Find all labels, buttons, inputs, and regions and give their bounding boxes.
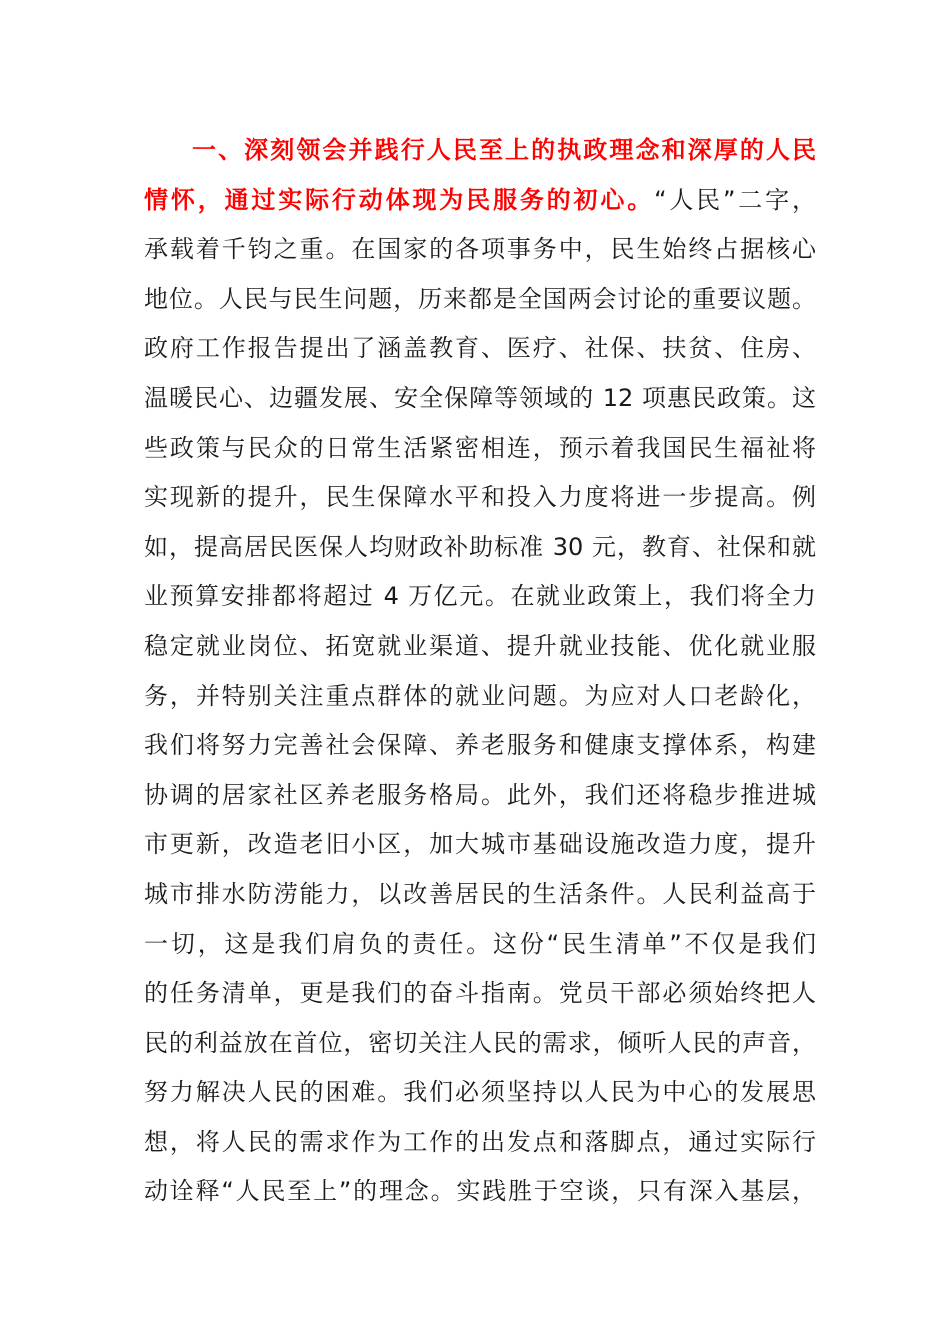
paragraph-line (144, 572, 816, 622)
line-text: 想，将人民的需求作为工作的出发点和落脚点，通过实际行 (144, 1127, 816, 1156)
paragraph-line (144, 672, 816, 722)
line-text: 实现新的提升，民生保障水平和投入力度将进一步提高。例 (144, 483, 816, 512)
line-text: 如，提高居民医保人均财政补助标准 30 元，教育、社保和就 (144, 532, 816, 561)
section-heading: 情怀，通过实际行动体现为民服务的初心。 (144, 185, 655, 214)
line-text: 承载着千钧之重。在国家的各项事务中，民生始终占据核心 (144, 235, 816, 264)
paragraph-line (144, 1167, 816, 1217)
line-text: 动诠释“人民至上”的理念。实践胜于空谈，只有深入基层， (144, 1177, 816, 1206)
paragraph-line (144, 523, 816, 573)
paragraph-line (144, 1068, 816, 1118)
section-heading: 一、深刻领会并践行人民至上的执政理念和深厚的人民 (192, 136, 816, 164)
paragraph-line (144, 225, 816, 275)
paragraph-line (144, 275, 816, 325)
body-paragraph (144, 126, 816, 1217)
line-text: “人民”二字， (654, 185, 816, 214)
paragraph-line (144, 1118, 816, 1168)
line-text: 温暖民心、边疆发展、安全保障等领域的 12 项惠民政策。这 (144, 383, 816, 412)
paragraph-line (144, 622, 816, 672)
paragraph-line (144, 324, 816, 374)
line-text: 地位。人民与民生问题，历来都是全国两会讨论的重要议题。 (144, 284, 816, 313)
paragraph-line (144, 473, 816, 523)
line-text: 城市排水防涝能力，以改善居民的生活条件。人民利益高于 (144, 879, 816, 908)
paragraph-line (144, 969, 816, 1019)
line-text: 市更新，改造老旧小区，加大城市基础设施改造力度，提升 (144, 830, 816, 859)
line-text: 努力解决人民的困难。我们必须坚持以人民为中心的发展思 (144, 1078, 816, 1107)
line-text: 一切，这是我们肩负的责任。这份“民生清单”不仅是我们 (144, 929, 816, 958)
line-text: 的任务清单，更是我们的奋斗指南。党员干部必须始终把人 (144, 979, 816, 1008)
line-text: 业预算安排都将超过 4 万亿元。在就业政策上，我们将全力 (144, 582, 816, 611)
line-text: 些政策与民众的日常生活紧密相连，预示着我国民生福祉将 (144, 433, 816, 462)
paragraph-line (144, 176, 816, 226)
paragraph-line (144, 374, 816, 424)
paragraph-line (144, 870, 816, 920)
paragraph-line (144, 1019, 816, 1069)
line-text: 政府工作报告提出了涵盖教育、医疗、社保、扶贫、住房、 (144, 334, 816, 363)
line-text: 我们将努力完善社会保障、养老服务和健康支撑体系，构建 (144, 731, 816, 760)
line-text: 协调的居家社区养老服务格局。此外，我们还将稳步推进城 (144, 780, 816, 809)
paragraph-line (144, 721, 816, 771)
paragraph-line (144, 126, 816, 176)
paragraph-line (144, 920, 816, 970)
line-text: 民的利益放在首位，密切关注人民的需求，倾听人民的声音， (144, 1028, 816, 1057)
line-text: 务，并特别关注重点群体的就业问题。为应对人口老龄化， (144, 681, 816, 710)
line-text: 稳定就业岗位、拓宽就业渠道、提升就业技能、优化就业服 (144, 631, 816, 660)
paragraph-line (144, 771, 816, 821)
paragraph-line (144, 820, 816, 870)
paragraph-line (144, 424, 816, 474)
